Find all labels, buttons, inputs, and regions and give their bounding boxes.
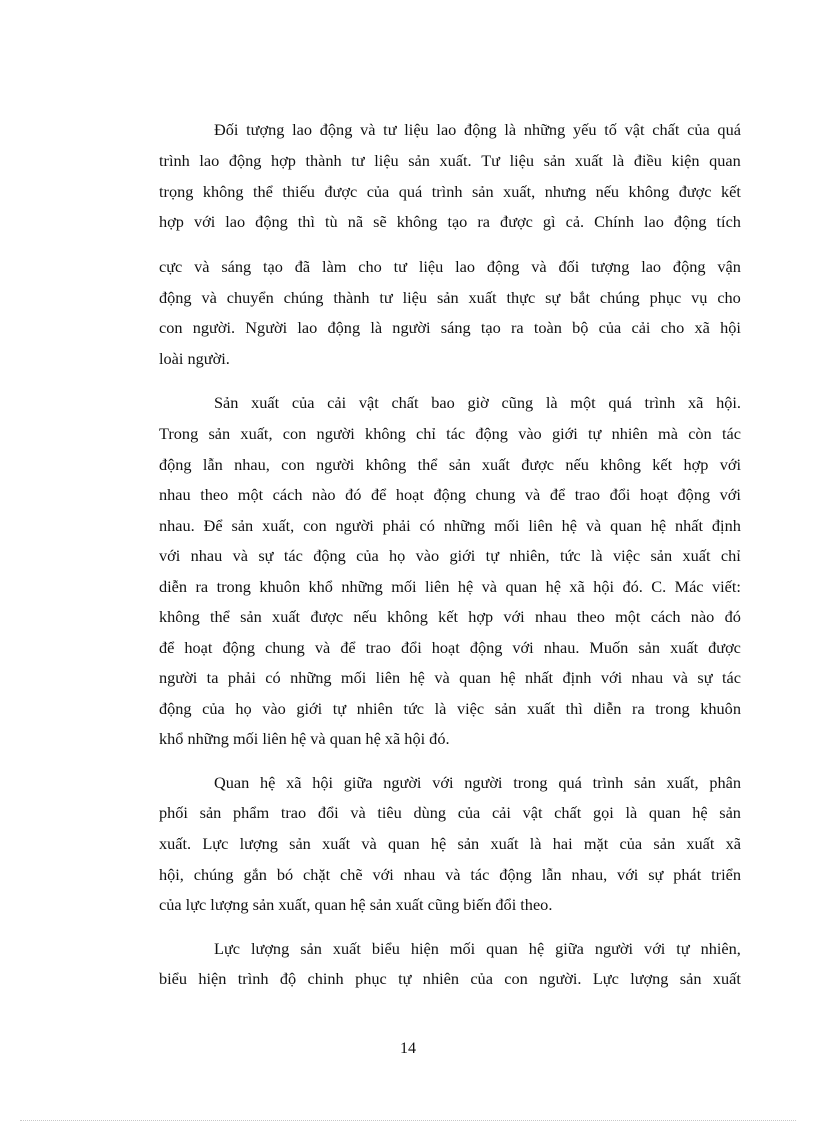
page-bottom-rule [20, 1120, 796, 1121]
text-line: Quan hệ xã hội giữa người với người trong quá trình sản xuất, phân [214, 773, 741, 792]
text-line: loài người. [159, 349, 230, 368]
text-line: của lực lượng sản xuất, quan hệ sản xuất cũng biến đổi theo. [159, 895, 553, 914]
text-line: động lẫn nhau, con người không thể sản xuất được nếu không kết hợp với [159, 455, 741, 474]
text-line: Đối tượng lao động và tư liệu lao động là những yếu tố vật chất của quá [214, 120, 741, 139]
text-line: Lực lượng sản xuất biểu hiện mối quan hệ giữa người với tự nhiên, [214, 939, 741, 958]
text-line: động và chuyển chúng thành tư liệu sản xuất thực sự bắt chúng phục vụ cho [159, 288, 741, 307]
text-line: hợp với lao động thì tù nã sẽ không tạo ra được gì cả. Chính lao động tích [159, 212, 741, 231]
text-line: khổ những mối liên hệ và quan hệ xã hội đó. [159, 729, 450, 748]
text-line: biểu hiện trình độ chinh phục tự nhiên của con người. Lực lượng sản xuất [159, 969, 741, 988]
text-line: để hoạt động chung và để trao đổi hoạt động với nhau. Muốn sản xuất được [159, 638, 741, 657]
text-line: xuất. Lực lượng sản xuất và quan hệ sản xuất là hai mặt của sản xuất xã [159, 834, 741, 853]
text-line: hội, chúng gắn bó chặt chẽ với nhau và tác động lẫn nhau, với sự phát triển [159, 865, 741, 884]
text-line: nhau. Để sản xuất, con người phải có những mối liên hệ và quan hệ nhất định [159, 516, 741, 535]
text-line: Sản xuất của cải vật chất bao giờ cũng là một quá trình xã hội. [214, 393, 741, 412]
text-line: với nhau và sự tác động của họ vào giới tự nhiên, tức là việc sản xuất chỉ [159, 546, 741, 565]
text-line: phối sản phẩm trao đổi và tiêu dùng của cải vật chất gọi là quan hệ sản [159, 803, 741, 822]
text-line: con người. Người lao động là người sáng tạo ra toàn bộ của cải cho xã hội [159, 318, 741, 337]
page-number: 14 [400, 1040, 416, 1057]
text-line: nhau theo một cách nào đó để hoạt động chung và để trao đổi hoạt động với [159, 485, 741, 504]
text-line: Trong sản xuất, con người không chỉ tác động vào giới tự nhiên mà còn tác [159, 424, 741, 443]
text-line: không thể sản xuất được nếu không kết hợp với nhau theo một cách nào đó [159, 607, 741, 626]
text-line: trình lao động hợp thành tư liệu sản xuất. Tư liệu sản xuất là điều kiện quan [159, 151, 741, 170]
text-line: người ta phải có những mối liên hệ và quan hệ nhất định với nhau và sự tác [159, 668, 741, 687]
text-line: cực và sáng tạo đã làm cho tư liệu lao động và đối tượng lao động vận [159, 257, 741, 276]
text-line: động của họ vào giới tự nhiên tức là việc sản xuất thì diễn ra trong khuôn [159, 699, 741, 718]
text-line: diễn ra trong khuôn khổ những mối liên hệ và quan hệ xã hội đó. C. Mác viết: [159, 577, 741, 596]
text-line: trọng không thể thiếu được của quá trình sản xuất, nhưng nếu không được kết [159, 182, 741, 201]
